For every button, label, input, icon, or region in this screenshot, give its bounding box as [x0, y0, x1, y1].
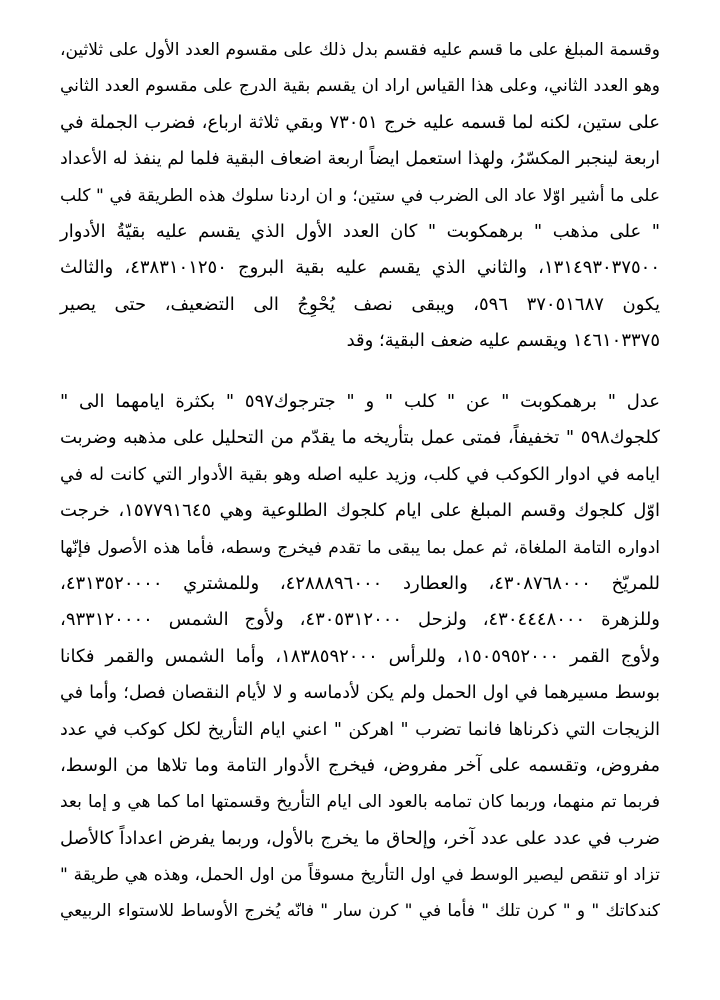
text-line: على ما أشير اوّلا عاد الى الضرب في ستين؛ و ان اردنا سلوك هذه الطريقة في " كلب [60, 185, 660, 206]
text-line: ايامه في ادوار الكوكب في كلب، وزيد عليه اصله وهو بقية الأدوار التي كانت له في [60, 464, 660, 485]
text-line: كلجوك٥٩٨ " تخفيفاً، فمتى عمل بتأريخه ما يقدّم من التحليل على مذهبه وضربت [60, 427, 660, 449]
text-line: وقسمة المبلغ على ما قسم عليه فقسم بدل ذلك على مقسوم العدد الأول على ثلاثين، [60, 40, 660, 60]
paragraph-2 [60, 384, 660, 930]
text-line: اوّل كلجوك وقسم المبلغ على ايام كلجوك الطلوعية وهي ١٥٧٧٩١٦٤٥، خرجت [60, 500, 660, 522]
text-line: ١٣١٤٩٣٠٣٧٥٠٠، والثاني الذي يقسم عليه بقية البروج ٤٣٨٣١٠١٢٥٠، والثالث [60, 257, 660, 279]
text-line: ١٤٦١٠٣٣٧٥ ويقسم عليه ضعف البقية؛ وقد [346, 330, 660, 352]
text-line: بوسط مسيرهما في اول الحمل ولم يكن لأدماسه و لا لأيام النقصان فصل؛ وأما في [60, 683, 660, 704]
text-line: فربما تم منهما، وربما كان تمامه بالعود الى ايام التأريخ وقسمتها اما كما هي و إما بعد [60, 792, 660, 813]
text-line: ولأوج القمر ١٥٠٥٩٥٢٠٠٠، وللرأس ١٨٣٨٥٩٢٠٠٠، وأما الشمس والقمر فكانا [60, 645, 660, 667]
text-line: تزاد او تنقص ليصير الوسط في اول التأريخ مسوقاً من اول الحمل، وهذه هي طريقة " [60, 865, 660, 886]
text-line: مفروض، وتقسمه على آخر مفروض، فيخرج الأدوار التامة وما تلاها من الوسط، [60, 754, 660, 776]
text-line: ادواره التامة الملغاة، ثم عمل بما يبقى ما تقدم فيخرج وسطه، فأما هذه الأصول فإنّها [60, 537, 660, 558]
text-line: " على مذهب " برهمكوبت " كان العدد الأول الذي يقسم عليه بقيّةُ الأدوار [60, 220, 660, 242]
text-line: للمريّخ ٤٣٠٨٧٦٨٠٠٠، والعطارد ٤٢٨٨٨٩٦٠٠٠، وللمشتري ٤٣١٣٥٢٠٠٠٠، [60, 572, 661, 594]
text-line: على ستين، لكنه لما قسمه عليه خرج ٧٣٠٥١ وبقي ثلاثة ارباع، فضرب الجملة في [60, 111, 660, 133]
paragraph-1 [60, 32, 660, 360]
text-line: اربعة لينجبر المكسّرُ، ولهذا استعمل ايضاً اربعة اضعاف البقية فلما لم ينفذ له الأعداد [60, 149, 660, 170]
text-line: ضرب في عدد على عدد آخر، وإلحاق ما يخرج بالأول، وربما يفرض اعداداً كالأصل [60, 827, 660, 849]
text-line: الزيجات التي ذكرناها فانما تضرب " اهركن " اعني ايام التأريخ لكل كوكب في عدد [60, 719, 660, 740]
text-line: كندكاتك " و " كرن تلك " فأما في " كرن سار " فانّه يُخرج الأوساط للاستواء الربيعي [60, 901, 660, 922]
text-line: يكون ٣٧٠٥١٦٨٧ ٥٩٦، ويبقى نصف يُحْوِجُ الى التضعيف، حتى يصير [60, 293, 660, 315]
text-line: وللزهرة ٤٣٠٤٤٤٨٠٠٠، ولزحل ٤٣٠٥٣١٢٠٠٠، ولأوج الشمس ٩٣٣١٢٠٠٠٠، [60, 609, 660, 631]
text-line: وهو العدد الثاني، وعلى هذا القياس اراد ان يقسم بقية الدرج على مقسوم العدد الثاني [60, 76, 660, 97]
text-line: عدل " برهمكوبت " عن " كلب " و " جترجوك٥٩٧ " بكثرة ايامهما الى " [60, 391, 660, 412]
